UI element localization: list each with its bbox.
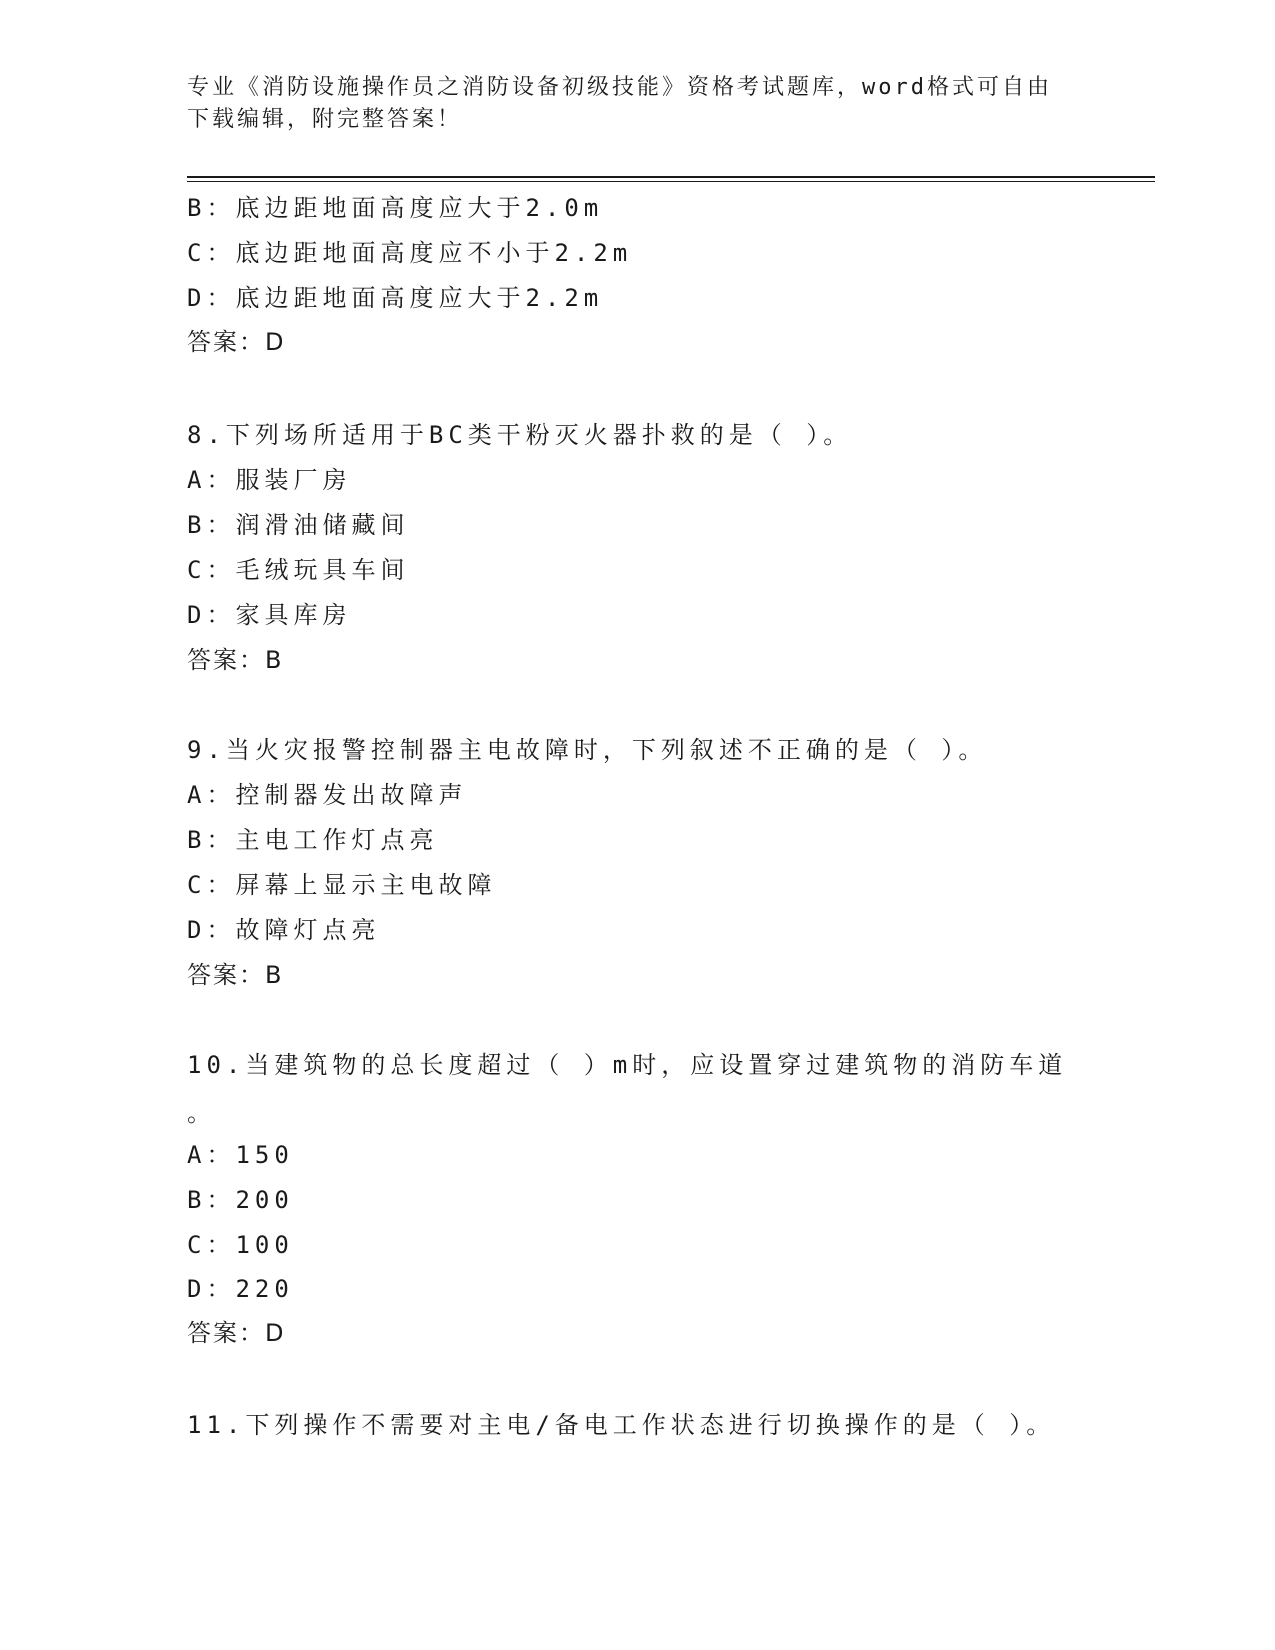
option-letter: C： <box>187 871 236 899</box>
option-text: 150 <box>235 1141 294 1169</box>
q9-option-d <box>187 915 380 945</box>
option-text: 毛绒玩具车间 <box>235 556 410 584</box>
option-text: 家具库房 <box>235 601 352 629</box>
q9-option-a <box>187 780 467 810</box>
option-text: 服装厂房 <box>235 466 352 494</box>
q9-answer: 答案：B <box>187 961 284 989</box>
question-11-stem: 11.下列操作不需要对主电/备电工作状态进行切换操作的是（ ）。 <box>187 1411 1056 1439</box>
q10-option-d <box>187 1274 294 1304</box>
option-text: 220 <box>235 1275 294 1303</box>
option-text: 控制器发出故障声 <box>235 781 468 809</box>
header-divider-thin <box>187 181 1155 182</box>
option-letter: D： <box>187 601 236 629</box>
option-letter: A： <box>187 1141 236 1169</box>
option-letter: A： <box>187 781 236 809</box>
q8-option-b <box>187 510 409 540</box>
option-text: 润滑油储藏间 <box>235 511 410 539</box>
option-text: 屏幕上显示主电故障 <box>235 871 497 899</box>
option-letter: D： <box>187 1275 236 1303</box>
option-text: 底边距地面高度应大于2.2m <box>235 284 604 312</box>
option-text: 100 <box>235 1231 294 1259</box>
q9-option-c <box>187 870 496 900</box>
option-letter: C： <box>187 1231 236 1259</box>
option-letter: D： <box>187 916 236 944</box>
option-letter: C： <box>187 556 236 584</box>
option-text: 底边距地面高度应大于2.0m <box>235 194 604 222</box>
question-10-stem-continued: 。 <box>187 1099 216 1127</box>
q8-answer: 答案：B <box>187 646 284 674</box>
q10-option-b <box>187 1185 294 1215</box>
option-letter: C： <box>187 239 236 267</box>
option-letter: B： <box>187 511 236 539</box>
option-letter: B： <box>187 194 236 222</box>
header-text: 专业《消防设施操作员之消防设备初级技能》资格考试题库，word格式可自由下载编辑，附完整答案！ <box>187 75 1052 132</box>
q8-option-a <box>187 465 351 495</box>
option-letter: B： <box>187 826 236 854</box>
answer-line: 答案：D <box>187 328 286 356</box>
option-c <box>187 238 632 268</box>
question-10-stem: 10.当建筑物的总长度超过（ ）m时，应设置穿过建筑物的消防车道 <box>187 1051 1068 1079</box>
option-text: 底边距地面高度应不小于2.2m <box>235 239 633 267</box>
option-letter: B： <box>187 1186 236 1214</box>
q10-option-a <box>187 1140 294 1170</box>
q8-option-d <box>187 600 351 630</box>
document-header <box>187 72 1067 136</box>
option-text: 故障灯点亮 <box>235 916 381 944</box>
option-letter: D： <box>187 284 236 312</box>
question-8-stem: 8.下列场所适用于BC类干粉灭火器扑救的是（ ）。 <box>187 421 853 449</box>
option-letter: A： <box>187 466 236 494</box>
question-9-stem: 9.当火灾报警控制器主电故障时，下列叙述不正确的是（ ）。 <box>187 736 988 764</box>
option-text: 主电工作灯点亮 <box>235 826 439 854</box>
option-d <box>187 283 603 313</box>
q9-option-b <box>187 825 438 855</box>
option-text: 200 <box>235 1186 294 1214</box>
q8-option-c <box>187 555 409 585</box>
option-b <box>187 193 603 223</box>
header-divider-thick <box>187 176 1155 178</box>
q10-option-c <box>187 1230 294 1260</box>
q10-answer: 答案：D <box>187 1319 286 1347</box>
